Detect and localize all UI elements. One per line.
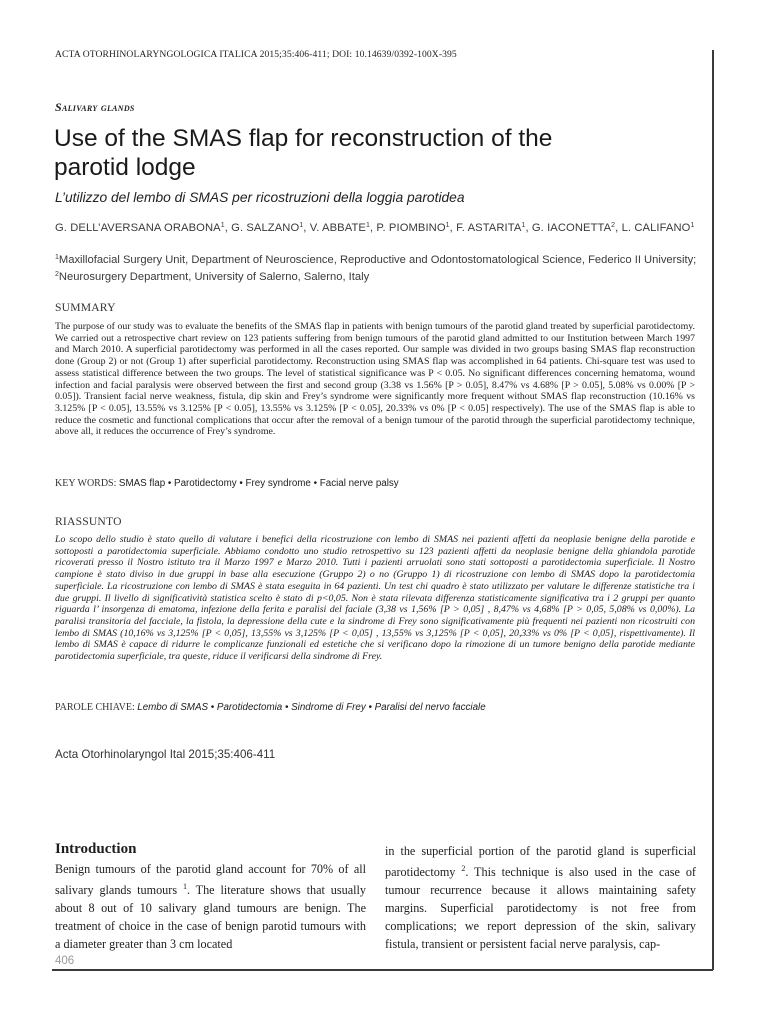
article-subtitle-italian: L’utilizzo del lembo di SMAS per ricostruzioni della loggia parotidea bbox=[55, 190, 465, 205]
keywords-items: SMAS flap • Parotidectomy • Frey syndrome • Facial nerve palsy bbox=[118, 478, 399, 489]
section-label: Salivary glands bbox=[55, 100, 135, 114]
summary-text: The purpose of our study was to evaluate the benefits of the SMAS flap in patients with benign tumours of the parotid gland treated by superficial parotidectomy. We carried out a retrospective chart review on 123 patients suffering from benign tumours of the parotid gland admitted to our Institution between March 1997 and March 2010. A superficial parotidectomy was performed in all the cases reported. Our sample was divided in two groups basing SMAS flap reconstruction done (Group 2) or not (Group 1) after superficial parotidectomy. Reconstruction using SMAS flap was accomplished in 64 patients. Chi-square test was used to assess statistical difference between the two groups. The level of statistical significance was P < 0.05. No significant differences concerning hematoma, wound infection and facial paralysis were observed between the first and second group (3.38 vs 1.56% [P > 0.05], 8.47% vs 4.68% [P > 0.05], 5.08% vs 0.00% [P > 0.05]). Transient facial nerve weakness, fistula, dip skin and Frey’s syndrome were significantly more frequent without SMAS flap reconstruction (10.16% vs 3.125% [P < 0.05], 13.55% vs 3.125% [P < 0.05], 13.55% vs 3.125% [P < 0.05], 20.33% vs 0% [P < 0.05] respectively). The use of the SMAS flap is able to reduce the cosmetic and functional complications that occur after the removal of a benign tumour of the parotid through the superficial parotidectomy technique, above all, it reduces the occurrence of Frey’s syndrome. bbox=[55, 321, 695, 438]
article-title: Use of the SMAS flap for reconstruction of the parotid lodge bbox=[54, 125, 553, 181]
author-affiliation-mark: 1 bbox=[445, 222, 450, 229]
body-text: . The literature shows that usually about 8 out of 10 salivary gland tumours are benign. The treatment of choice in the case of benign parotid tumours with a diameter greater than 3 cm located bbox=[55, 883, 366, 951]
author-affiliation-mark: 1 bbox=[299, 222, 304, 229]
journal-header: ACTA OTORHINOLARYNGOLOGICA ITALICA 2015;35:406-411; DOI: 10.14639/0392-100X-395 bbox=[55, 49, 457, 60]
body-text: in the superficial portion of the parotid gland is superficial parotidectomy bbox=[385, 844, 696, 879]
introduction-heading: Introduction bbox=[55, 841, 137, 857]
reference-mark: 2 bbox=[461, 864, 466, 873]
affiliation-number: 1 bbox=[55, 254, 59, 261]
affiliation-text: Maxillofacial Surgery Unit, Department of Neuroscience, Reproductive and Odontostomatological Science, Federico II University; bbox=[58, 254, 697, 266]
body-text: Benign tumours of the parotid gland account for 70% of all salivary glands tumours bbox=[55, 862, 366, 897]
affiliations bbox=[55, 251, 705, 284]
author-name: G. SALZANO bbox=[231, 222, 300, 234]
keywords-italian bbox=[55, 702, 695, 713]
parole-chiave-label: PAROLE CHIAVE: bbox=[55, 702, 135, 713]
author-affiliation-mark: 2 bbox=[611, 222, 616, 229]
author-affiliation-mark: 1 bbox=[690, 222, 695, 229]
page-frame-right-rule bbox=[712, 50, 714, 970]
riassunto-text: Lo scopo dello studio è stato quello di valutare i benefici della ricostruzione con lembo di SMAS nei pazienti affetti da neoplasie benigne della parotide e sottoposti a parotidectomia superficiale. Abbiamo condotto uno studio retrospettivo su 123 pazienti affetti da neoplasie benigne della ghiandola parotide ricoverati presso il Nostro istituto tra il Marzo 1997 e Marzo 2010. Tutti i pazienti arruolati sono stati sottoposti a parotidectomia superficiale. Il Nostro campione è stato diviso in due gruppi in base alla esecuzione (Gruppo 2) o no (Gruppo 1) di ricostruzione con lembo di SMAS dopo la parotidectomia superficiale. La ricostruzione con lembo di SMAS è stata eseguita in 64 pazienti. Un test chi quadro è stato utilizzato per valutare le differenze statistiche tra i due gruppi. Il livello di significatività statistica scelto è stato di p<0,05. Non è stata rilevata differenza statisticamente significativa tra i 2 gruppi per quanto riguarda l’ insorgenza di ematoma, infezione della ferita e paralisi del faciale (3,38 vs 1,56% [P > 0,05] , 8,47% vs 4,68% [P > 0,05, 5,08% vs 0,00%). La paralisi transitoria del facciale, la fistola, la depressione della cute e la sindrome di Frey sono significativamente più frequenti nei pazienti non ricostruiti con lembo di SMAS (10,16% vs 3,125% [P < 0,05], 13,55% vs 3,125% [P < 0,05] , 13,55% vs 3,125% [P < 0,05], 20,33% vs 0% [P < 0,05], rispettivamente). Il lembo di SMAS è capace di ridurre le complicanze funzionali ed estetiche che si verificano dopo la rimozione di un tumore benigno della parotide mediante parotidectomia superficiale, tra queste, riduce il verificarsi della sindrome di Frey. bbox=[55, 534, 695, 663]
keywords-label: KEY WORDS: bbox=[55, 478, 117, 489]
affiliation-text: Neurosurgery Department, University of Salerno, Salerno, Italy bbox=[58, 270, 370, 283]
affiliation-number: 2 bbox=[55, 270, 59, 278]
riassunto-heading: RIASSUNTO bbox=[55, 515, 122, 528]
introduction-left-column bbox=[55, 860, 366, 953]
author-name: F. ASTARITA bbox=[456, 222, 522, 234]
keywords-english bbox=[55, 478, 695, 489]
author-name: L. CALIFANO bbox=[621, 222, 691, 234]
citation-line: Acta Otorhinolaryngol Ital 2015;35:406-411 bbox=[55, 748, 276, 761]
page-number: 406 bbox=[55, 955, 75, 967]
author-name: P. PIOMBINO bbox=[376, 222, 446, 234]
author-list: G. DELL’AVERSANA ORABONA$^1$, G. SALZANO$^1$, V. ABBATE$^1$, P. PIOMBINO$^1$, F. ASTARITA$^1$, G. IACONETTA$^2$, L. CALIFANO$^1$ bbox=[55, 222, 695, 234]
body-text: . This technique is also used in the case of tumour recurrence because it allows maintaining safety margins. Superficial parotidectomy is not free from complications; we report depression of the skin, salivary fistula, transient or persistent facial nerve paralysis, cap- bbox=[385, 865, 696, 951]
author-affiliation-mark: 1 bbox=[220, 222, 225, 229]
author-affiliation-mark: 1 bbox=[365, 222, 370, 229]
reference-mark: 1 bbox=[182, 882, 187, 891]
author-name: G. IACONETTA bbox=[531, 222, 612, 234]
author-name: V. ABBATE bbox=[309, 222, 366, 234]
summary-heading: SUMMARY bbox=[55, 301, 116, 314]
page-frame-bottom-rule bbox=[52, 969, 713, 971]
parole-chiave-items: Lembo di SMAS • Parotidectomia • Sindrome di Frey • Paralisi del nervo facciale bbox=[137, 702, 486, 713]
introduction-right-column bbox=[385, 842, 696, 953]
author-name: G. DELL’AVERSANA ORABONA bbox=[55, 222, 221, 234]
author-affiliation-mark: 1 bbox=[521, 222, 526, 229]
